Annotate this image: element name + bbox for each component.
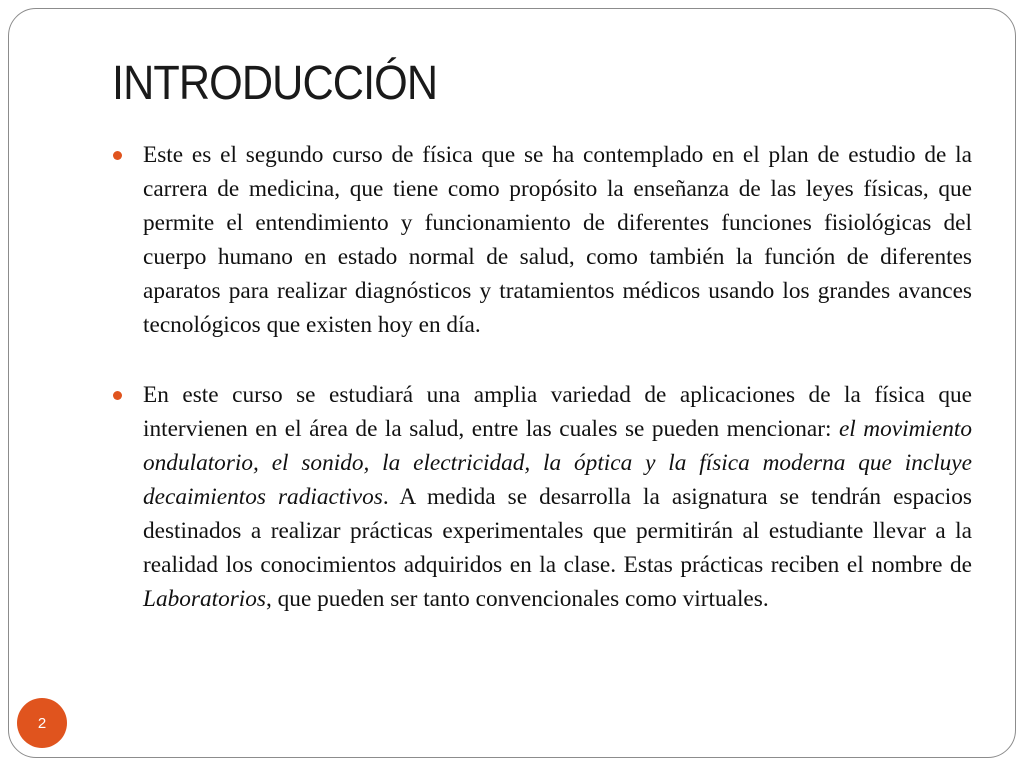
bullet-text-part: En este curso se estudiará una amplia variedad de aplicaciones de la física que intervienen en el área de la salud, entre las cuales se pueden mencionar: bbox=[143, 382, 972, 442]
bullet-item-course-topics bbox=[112, 378, 972, 616]
bullet-text-part: . A medida se desarrolla la asignatura se tendrán espacios destinados a realizar prácticas experimentales que permitirán al estudiante llevar a la realidad los conocimientos adquiridos en la clase. Estas prácticas reciben el nombre de bbox=[143, 484, 972, 578]
bullet-list bbox=[112, 138, 972, 616]
bullet-dot-icon bbox=[113, 391, 122, 400]
bullet-dot-icon bbox=[113, 151, 122, 160]
bullet-text-part: , que pueden ser tanto convencionales como virtuales. bbox=[266, 586, 769, 612]
bullet-text: Este es el segundo curso de física que se ha contemplado en el plan de estudio de la carrera de medicina, que tiene como propósito la enseñanza de las leyes físicas, que permite el entendimiento y funcionamiento de diferentes funciones fisiológicas del cuerpo humano en estado normal de salud, como también la función de diferentes aparatos para realizar diagnósticos y tratamientos médicos usando los grandes avances tecnológicos que existen hoy en día. bbox=[143, 142, 972, 338]
topics-italic-text: el movimiento ondulatorio, el sonido, la electricidad, la óptica y la física moderna que incluye decaimientos radiactivos bbox=[143, 416, 972, 510]
slide-title: INTRODUCCIÓN bbox=[112, 57, 438, 110]
bullet-item-course-intro bbox=[112, 138, 972, 342]
laboratorios-italic-text: Laboratorios bbox=[143, 586, 266, 612]
page-number-badge: 2 bbox=[17, 698, 67, 748]
